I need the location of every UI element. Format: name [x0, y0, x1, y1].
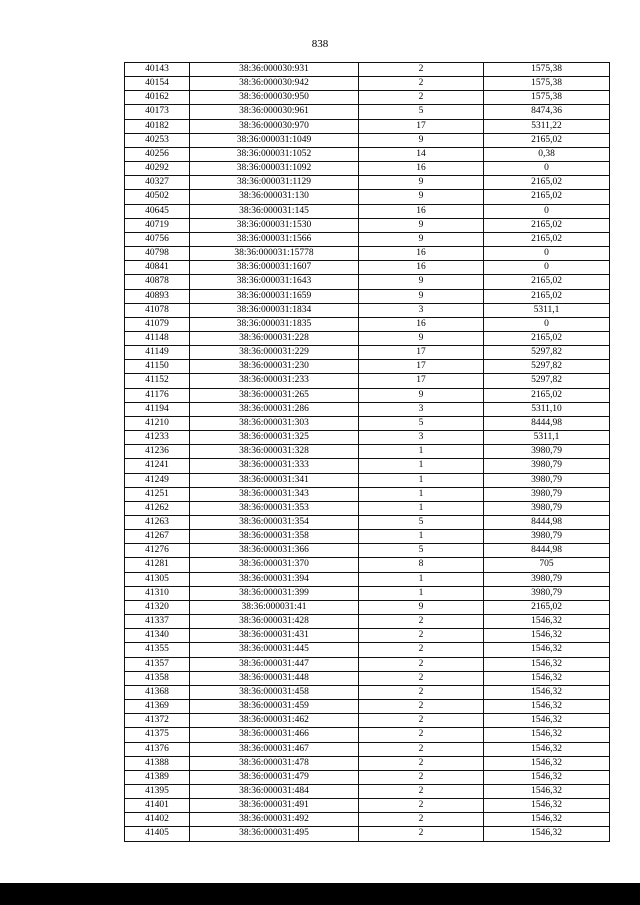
record-number-cell: 41357 — [125, 657, 190, 671]
record-number-cell: 41405 — [125, 827, 190, 841]
record-number-cell: 40893 — [125, 289, 190, 303]
table-row — [125, 714, 610, 728]
table-row — [125, 544, 610, 558]
value-cell: 0 — [484, 162, 610, 176]
record-number-cell: 41372 — [125, 714, 190, 728]
value-cell: 8444,98 — [484, 416, 610, 430]
value-cell: 8444,98 — [484, 544, 610, 558]
record-number-cell: 41251 — [125, 487, 190, 501]
value-cell: 1575,38 — [484, 77, 610, 91]
cadastral-number-cell: 38:36:000031:343 — [190, 487, 359, 501]
table-row — [125, 629, 610, 643]
cadastral-number-cell: 38:36:000031:447 — [190, 657, 359, 671]
cadastral-number-cell: 38:36:000031:145 — [190, 204, 359, 218]
group-cell: 9 — [359, 388, 484, 402]
cadastral-number-cell: 38:36:000031:1092 — [190, 162, 359, 176]
group-cell: 9 — [359, 232, 484, 246]
record-number-cell: 40253 — [125, 133, 190, 147]
value-cell: 1546,32 — [484, 671, 610, 685]
cadastral-number-cell: 38:36:000031:495 — [190, 827, 359, 841]
value-cell: 5297,82 — [484, 374, 610, 388]
record-number-cell: 41395 — [125, 784, 190, 798]
group-cell: 5 — [359, 516, 484, 530]
table-row — [125, 63, 610, 77]
value-cell: 1546,32 — [484, 742, 610, 756]
value-cell: 1546,32 — [484, 827, 610, 841]
group-cell: 1 — [359, 445, 484, 459]
cadastral-number-cell: 38:36:000031:341 — [190, 473, 359, 487]
cadastral-number-cell: 38:36:000031:431 — [190, 629, 359, 643]
group-cell: 2 — [359, 671, 484, 685]
value-cell: 2165,02 — [484, 331, 610, 345]
cadastral-number-cell: 38:36:000031:1052 — [190, 147, 359, 161]
table-row — [125, 813, 610, 827]
scan-bottom-edge — [0, 883, 640, 905]
table-row — [125, 459, 610, 473]
cadastral-number-cell: 38:36:000031:1049 — [190, 133, 359, 147]
table-row — [125, 742, 610, 756]
record-number-cell: 40756 — [125, 232, 190, 246]
cadastral-number-cell: 38:36:000031:1835 — [190, 317, 359, 331]
record-number-cell: 40502 — [125, 190, 190, 204]
cadastral-number-cell: 38:36:000031:366 — [190, 544, 359, 558]
table-row — [125, 572, 610, 586]
table-row — [125, 247, 610, 261]
value-cell: 1546,32 — [484, 629, 610, 643]
cadastral-number-cell: 38:36:000031:333 — [190, 459, 359, 473]
record-number-cell: 41310 — [125, 586, 190, 600]
table-row — [125, 445, 610, 459]
table-row — [125, 728, 610, 742]
cadastral-number-cell: 38:36:000031:466 — [190, 728, 359, 742]
value-cell: 3980,79 — [484, 530, 610, 544]
group-cell: 9 — [359, 289, 484, 303]
record-number-cell: 41337 — [125, 615, 190, 629]
table-row — [125, 799, 610, 813]
record-number-cell: 41210 — [125, 416, 190, 430]
record-number-cell: 40798 — [125, 247, 190, 261]
cadastral-number-cell: 38:36:000031:1659 — [190, 289, 359, 303]
record-number-cell: 41236 — [125, 445, 190, 459]
record-number-cell: 41149 — [125, 346, 190, 360]
cadastral-number-cell: 38:36:000031:15778 — [190, 247, 359, 261]
record-number-cell: 41249 — [125, 473, 190, 487]
group-cell: 9 — [359, 190, 484, 204]
group-cell: 1 — [359, 530, 484, 544]
cadastral-number-cell: 38:36:000031:1834 — [190, 303, 359, 317]
group-cell: 2 — [359, 657, 484, 671]
value-cell: 3980,79 — [484, 459, 610, 473]
data-table — [124, 62, 610, 842]
cadastral-number-cell: 38:36:000031:41 — [190, 600, 359, 614]
cadastral-number-cell: 38:36:000030:942 — [190, 77, 359, 91]
value-cell: 2165,02 — [484, 600, 610, 614]
record-number-cell: 41305 — [125, 572, 190, 586]
group-cell: 2 — [359, 615, 484, 629]
record-number-cell: 40182 — [125, 119, 190, 133]
cadastral-number-cell: 38:36:000031:1566 — [190, 232, 359, 246]
cadastral-number-cell: 38:36:000031:484 — [190, 784, 359, 798]
record-number-cell: 41389 — [125, 770, 190, 784]
value-cell: 1546,32 — [484, 685, 610, 699]
cadastral-number-cell: 38:36:000031:428 — [190, 615, 359, 629]
value-cell: 705 — [484, 558, 610, 572]
record-number-cell: 41263 — [125, 516, 190, 530]
value-cell: 1546,32 — [484, 728, 610, 742]
value-cell: 1546,32 — [484, 657, 610, 671]
table-row — [125, 530, 610, 544]
group-cell: 9 — [359, 176, 484, 190]
table-row — [125, 615, 610, 629]
value-cell: 3980,79 — [484, 586, 610, 600]
table-row — [125, 91, 610, 105]
cadastral-number-cell: 38:36:000031:467 — [190, 742, 359, 756]
group-cell: 16 — [359, 261, 484, 275]
table-row — [125, 827, 610, 841]
value-cell: 5311,22 — [484, 119, 610, 133]
record-number-cell: 41340 — [125, 629, 190, 643]
table-row — [125, 162, 610, 176]
table-row — [125, 261, 610, 275]
value-cell: 1575,38 — [484, 91, 610, 105]
cadastral-number-cell: 38:36:000031:303 — [190, 416, 359, 430]
table-row — [125, 756, 610, 770]
record-number-cell: 40719 — [125, 218, 190, 232]
table-row — [125, 289, 610, 303]
group-cell: 2 — [359, 728, 484, 742]
group-cell: 1 — [359, 572, 484, 586]
value-cell: 1546,32 — [484, 643, 610, 657]
cadastral-number-cell: 38:36:000031:228 — [190, 331, 359, 345]
group-cell: 3 — [359, 402, 484, 416]
record-number-cell: 41148 — [125, 331, 190, 345]
table-row — [125, 346, 610, 360]
table-row — [125, 685, 610, 699]
value-cell: 2165,02 — [484, 289, 610, 303]
group-cell: 1 — [359, 473, 484, 487]
group-cell: 14 — [359, 147, 484, 161]
cadastral-number-cell: 38:36:000031:130 — [190, 190, 359, 204]
value-cell: 2165,02 — [484, 133, 610, 147]
table-row — [125, 374, 610, 388]
group-cell: 9 — [359, 275, 484, 289]
cadastral-number-cell: 38:36:000031:445 — [190, 643, 359, 657]
record-number-cell: 41369 — [125, 700, 190, 714]
group-cell: 2 — [359, 91, 484, 105]
cadastral-number-cell: 38:36:000031:459 — [190, 700, 359, 714]
group-cell: 1 — [359, 487, 484, 501]
cadastral-number-cell: 38:36:000031:328 — [190, 445, 359, 459]
table-row — [125, 784, 610, 798]
group-cell: 2 — [359, 77, 484, 91]
group-cell: 17 — [359, 119, 484, 133]
value-cell: 0 — [484, 204, 610, 218]
cadastral-number-cell: 38:36:000030:931 — [190, 63, 359, 77]
table-row — [125, 473, 610, 487]
value-cell: 2165,02 — [484, 388, 610, 402]
value-cell: 2165,02 — [484, 176, 610, 190]
record-number-cell: 41281 — [125, 558, 190, 572]
value-cell: 0 — [484, 261, 610, 275]
cadastral-number-cell: 38:36:000031:1530 — [190, 218, 359, 232]
cadastral-number-cell: 38:36:000031:1607 — [190, 261, 359, 275]
value-cell: 1546,32 — [484, 770, 610, 784]
cadastral-number-cell: 38:36:000031:230 — [190, 360, 359, 374]
cadastral-number-cell: 38:36:000030:950 — [190, 91, 359, 105]
value-cell: 8444,98 — [484, 516, 610, 530]
group-cell: 2 — [359, 827, 484, 841]
record-number-cell: 41152 — [125, 374, 190, 388]
value-cell: 2165,02 — [484, 275, 610, 289]
group-cell: 5 — [359, 105, 484, 119]
cadastral-number-cell: 38:36:000030:961 — [190, 105, 359, 119]
record-number-cell: 41241 — [125, 459, 190, 473]
cadastral-number-cell: 38:36:000031:370 — [190, 558, 359, 572]
table-row — [125, 431, 610, 445]
table-body — [125, 63, 610, 842]
cadastral-number-cell: 38:36:000031:265 — [190, 388, 359, 402]
value-cell: 2165,02 — [484, 190, 610, 204]
value-cell: 5311,1 — [484, 303, 610, 317]
table-row — [125, 119, 610, 133]
cadastral-number-cell: 38:36:000031:354 — [190, 516, 359, 530]
record-number-cell: 41079 — [125, 317, 190, 331]
group-cell: 16 — [359, 317, 484, 331]
record-number-cell: 40878 — [125, 275, 190, 289]
group-cell: 9 — [359, 331, 484, 345]
record-number-cell: 41262 — [125, 501, 190, 515]
record-number-cell: 41375 — [125, 728, 190, 742]
record-number-cell: 41355 — [125, 643, 190, 657]
cadastral-number-cell: 38:36:000031:1129 — [190, 176, 359, 190]
record-number-cell: 40143 — [125, 63, 190, 77]
group-cell: 2 — [359, 799, 484, 813]
table-row — [125, 147, 610, 161]
cadastral-number-cell: 38:36:000031:478 — [190, 756, 359, 770]
record-number-cell: 41401 — [125, 799, 190, 813]
table-row — [125, 317, 610, 331]
cadastral-number-cell: 38:36:000031:229 — [190, 346, 359, 360]
value-cell: 0 — [484, 317, 610, 331]
value-cell: 1546,32 — [484, 615, 610, 629]
record-number-cell: 41267 — [125, 530, 190, 544]
cadastral-number-cell: 38:36:000031:358 — [190, 530, 359, 544]
value-cell: 0,38 — [484, 147, 610, 161]
record-number-cell: 41276 — [125, 544, 190, 558]
table-row — [125, 232, 610, 246]
table-row — [125, 176, 610, 190]
group-cell: 2 — [359, 714, 484, 728]
record-number-cell: 40162 — [125, 91, 190, 105]
table-row — [125, 770, 610, 784]
table-row — [125, 558, 610, 572]
cadastral-number-cell: 38:36:000031:1643 — [190, 275, 359, 289]
cadastral-number-cell: 38:36:000031:458 — [190, 685, 359, 699]
record-number-cell: 41176 — [125, 388, 190, 402]
group-cell: 16 — [359, 162, 484, 176]
group-cell: 16 — [359, 204, 484, 218]
record-number-cell: 41358 — [125, 671, 190, 685]
table-row — [125, 402, 610, 416]
group-cell: 17 — [359, 346, 484, 360]
record-number-cell: 40645 — [125, 204, 190, 218]
table-row — [125, 416, 610, 430]
cadastral-number-cell: 38:36:000031:394 — [190, 572, 359, 586]
value-cell: 3980,79 — [484, 572, 610, 586]
cadastral-number-cell: 38:36:000030:970 — [190, 119, 359, 133]
table-row — [125, 275, 610, 289]
group-cell: 3 — [359, 303, 484, 317]
table-row — [125, 77, 610, 91]
group-cell: 2 — [359, 63, 484, 77]
record-number-cell: 41388 — [125, 756, 190, 770]
group-cell: 2 — [359, 700, 484, 714]
group-cell: 2 — [359, 742, 484, 756]
group-cell: 3 — [359, 431, 484, 445]
cadastral-number-cell: 38:36:000031:491 — [190, 799, 359, 813]
value-cell: 8474,36 — [484, 105, 610, 119]
group-cell: 2 — [359, 685, 484, 699]
record-number-cell: 40173 — [125, 105, 190, 119]
group-cell: 2 — [359, 629, 484, 643]
record-number-cell: 41402 — [125, 813, 190, 827]
value-cell: 1546,32 — [484, 784, 610, 798]
record-number-cell: 41078 — [125, 303, 190, 317]
value-cell: 3980,79 — [484, 501, 610, 515]
group-cell: 1 — [359, 586, 484, 600]
cadastral-number-cell: 38:36:000031:353 — [190, 501, 359, 515]
value-cell: 5297,82 — [484, 346, 610, 360]
table-row — [125, 516, 610, 530]
table-row — [125, 218, 610, 232]
record-number-cell: 40256 — [125, 147, 190, 161]
table-row — [125, 360, 610, 374]
table-row — [125, 657, 610, 671]
record-number-cell: 40327 — [125, 176, 190, 190]
group-cell: 2 — [359, 784, 484, 798]
record-number-cell: 41150 — [125, 360, 190, 374]
value-cell: 5297,82 — [484, 360, 610, 374]
value-cell: 3980,79 — [484, 473, 610, 487]
value-cell: 1546,32 — [484, 700, 610, 714]
record-number-cell: 41233 — [125, 431, 190, 445]
group-cell: 17 — [359, 374, 484, 388]
group-cell: 1 — [359, 501, 484, 515]
cadastral-number-cell: 38:36:000031:399 — [190, 586, 359, 600]
group-cell: 8 — [359, 558, 484, 572]
record-number-cell: 40154 — [125, 77, 190, 91]
table-row — [125, 133, 610, 147]
group-cell: 5 — [359, 416, 484, 430]
record-number-cell: 41194 — [125, 402, 190, 416]
group-cell: 2 — [359, 770, 484, 784]
table-row — [125, 388, 610, 402]
table-row — [125, 700, 610, 714]
record-number-cell: 41320 — [125, 600, 190, 614]
group-cell: 2 — [359, 813, 484, 827]
table-row — [125, 190, 610, 204]
record-number-cell: 40841 — [125, 261, 190, 275]
value-cell: 5311,10 — [484, 402, 610, 416]
value-cell: 1546,32 — [484, 799, 610, 813]
cadastral-number-cell: 38:36:000031:233 — [190, 374, 359, 388]
cadastral-number-cell: 38:36:000031:479 — [190, 770, 359, 784]
value-cell: 1575,38 — [484, 63, 610, 77]
group-cell: 2 — [359, 756, 484, 770]
value-cell: 5311,1 — [484, 431, 610, 445]
group-cell: 2 — [359, 643, 484, 657]
record-number-cell: 40292 — [125, 162, 190, 176]
value-cell: 2165,02 — [484, 218, 610, 232]
value-cell: 1546,32 — [484, 813, 610, 827]
table-row — [125, 331, 610, 345]
group-cell: 9 — [359, 133, 484, 147]
value-cell: 2165,02 — [484, 232, 610, 246]
table-row — [125, 105, 610, 119]
page-number: 838 — [311, 38, 329, 50]
cadastral-number-cell: 38:36:000031:462 — [190, 714, 359, 728]
table-row — [125, 600, 610, 614]
table-row — [125, 671, 610, 685]
cadastral-number-cell: 38:36:000031:286 — [190, 402, 359, 416]
record-number-cell: 41368 — [125, 685, 190, 699]
value-cell: 3980,79 — [484, 487, 610, 501]
group-cell: 9 — [359, 218, 484, 232]
table-row — [125, 643, 610, 657]
group-cell: 5 — [359, 544, 484, 558]
group-cell: 9 — [359, 600, 484, 614]
cadastral-number-cell: 38:36:000031:325 — [190, 431, 359, 445]
value-cell: 0 — [484, 247, 610, 261]
value-cell: 1546,32 — [484, 756, 610, 770]
group-cell: 16 — [359, 247, 484, 261]
group-cell: 1 — [359, 459, 484, 473]
cadastral-number-cell: 38:36:000031:492 — [190, 813, 359, 827]
table-row — [125, 303, 610, 317]
table-row — [125, 487, 610, 501]
table-row — [125, 204, 610, 218]
record-number-cell: 41376 — [125, 742, 190, 756]
table-row — [125, 586, 610, 600]
table-row — [125, 501, 610, 515]
cadastral-number-cell: 38:36:000031:448 — [190, 671, 359, 685]
value-cell: 1546,32 — [484, 714, 610, 728]
value-cell: 3980,79 — [484, 445, 610, 459]
group-cell: 17 — [359, 360, 484, 374]
